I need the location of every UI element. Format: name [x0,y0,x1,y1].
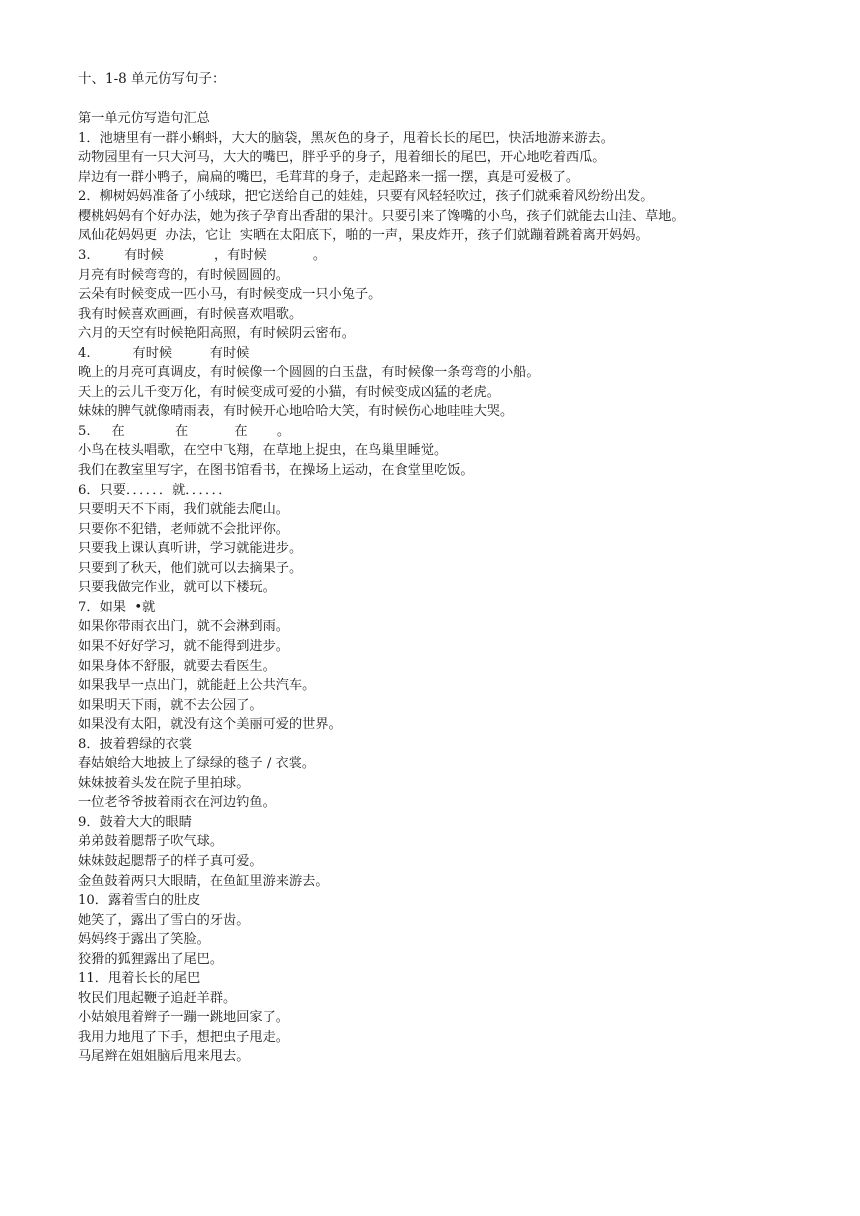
sentence-line: 马尾辫在姐姐脑后甩来甩去。 [78,1049,250,1065]
sentence-line: 凤仙花妈妈更 办法，它让 实晒在太阳底下，啪的一声，果皮炸开，孩子们就蹦着跳着离开妈妈。 [78,228,649,244]
sentence-line: 牧民们甩起鞭子追赶羊群。 [78,990,237,1006]
sentence-line: 如果我早一点出门，就能赶上公共汽车。 [78,678,316,694]
document-page [78,70,838,1067]
pattern-heading: 6．只要．．．．．．就．．．．．． [78,482,232,498]
sentence-line: 只要到了秋天，他们就可以去摘果子。 [78,560,303,576]
sentence-line: 月亮有时候弯弯的，有时候圆圆的。 [78,267,289,283]
pattern-heading: 10．露着雪白的肚皮 [78,893,201,909]
sentence-list [78,129,838,1067]
sentence-line: 如果没有太阳，就没有这个美丽可爱的世界。 [78,717,342,733]
sentence-line: 妈妈终于露出了笑脸。 [78,932,210,948]
sentence-line: 如果明天下雨，就不去公园了。 [78,697,263,713]
pattern-heading: 1．池塘里有一群小蝌蚪，大大的脑袋，黑灰色的身子，甩着长长的尾巴，快活地游来游去。 [78,130,614,146]
sentence-line: 春姑娘给大地披上了绿绿的毯子 / 衣裳。 [78,756,316,772]
sentence-line: 我们在教室里写字，在图书馆看书，在操场上运动，在食堂里吃饭。 [78,463,474,479]
sentence-line: 岸边有一群小鸭子，扁扁的嘴巴，毛茸茸的身子，走起路来一摇一摆，真是可爱极了。 [78,169,580,185]
sentence-line: 天上的云儿千变万化，有时候变成可爱的小猫，有时候变成凶猛的老虎。 [78,384,500,400]
document-heading: 十、1-8 单元仿写句子： [78,71,226,87]
pattern-heading: 9．鼓着大大的眼睛 [78,814,192,830]
sentence-line: 云朵有时候变成一匹小马，有时候变成一只小兔子。 [78,287,382,303]
sentence-line: 只要我上课认真听讲，学习就能进步。 [78,541,303,557]
sentence-line: 妹妹披着头发在院子里拍球。 [78,775,250,791]
pattern-heading: 5. 在 在 在 。 [78,423,291,439]
sentence-line: 如果你带雨衣出门，就不会淋到雨。 [78,619,289,635]
sentence-line: 如果身体不舒服，就要去看医生。 [78,658,276,674]
sentence-line: 只要你不犯错，老师就不会批评你。 [78,521,289,537]
sentence-line: 妹妹鼓起腮帮子的样子真可爱。 [78,853,263,869]
sentence-line: 我有时候喜欢画画，有时候喜欢唱歌。 [78,306,303,322]
sentence-line: 她笑了，露出了雪白的牙齿。 [78,912,250,928]
sentence-line: 狡猾的狐狸露出了尾巴。 [78,951,224,967]
pattern-heading: 8．披着碧绿的衣裳 [78,736,192,752]
sentence-line: 如果不好好学习，就不能得到进步。 [78,638,289,654]
sentence-line: 弟弟鼓着腮帮子吹气球。 [78,834,224,850]
sentence-line: 六月的天空有时候艳阳高照，有时候阴云密布。 [78,326,355,342]
pattern-heading: 7．如果 •就 [78,599,156,615]
sentence-line: 我用力地甩了下手，想把虫子甩走。 [78,1029,289,1045]
sentence-line: 金鱼鼓着两只大眼睛，在鱼缸里游来游去。 [78,873,329,889]
pattern-heading: 4. 有时候 有时候 [78,345,250,361]
blank-line [78,90,838,110]
sentence-line: 只要我做完作业，就可以下楼玩。 [78,580,276,596]
sentence-line: 小鸟在枝头唱歌，在空中飞翔，在草地上捉虫，在鸟巢里睡觉。 [78,443,448,459]
sentence-line: 一位老爷爷披着雨衣在河边钓鱼。 [78,795,276,811]
pattern-heading: 11．甩着长长的尾巴 [78,971,201,987]
sentence-line: 只要明天不下雨，我们就能去爬山。 [78,502,289,518]
sentence-line: 妹妹的脾气就像晴雨表，有时候开心地哈哈大笑，有时候伤心地哇哇大哭。 [78,404,514,420]
sentence-line: 小姑娘甩着辫子一蹦一跳地回家了。 [78,1010,289,1026]
section-title: 第一单元仿写造句汇总 [78,111,210,127]
sentence-line: 樱桃妈妈有个好办法，她为孩子孕育出香甜的果汁。只要引来了馋嘴的小鸟，孩子们就能去山洼、草地。 [78,208,685,224]
pattern-heading: 2．柳树妈妈准备了小绒球，把它送给自己的娃娃，只要有风轻轻吹过，孩子们就乘着风纷纷出发。 [78,189,654,205]
pattern-heading: 3. 有时候 ，有时候 。 [78,248,327,264]
sentence-line: 动物园里有一只大河马，大大的嘴巴，胖乎乎的身子，甩着细长的尾巴，开心地吃着西瓜。 [78,150,606,166]
sentence-line: 晚上的月亮可真调皮，有时候像一个圆圆的白玉盘，有时候像一条弯弯的小船。 [78,365,540,381]
